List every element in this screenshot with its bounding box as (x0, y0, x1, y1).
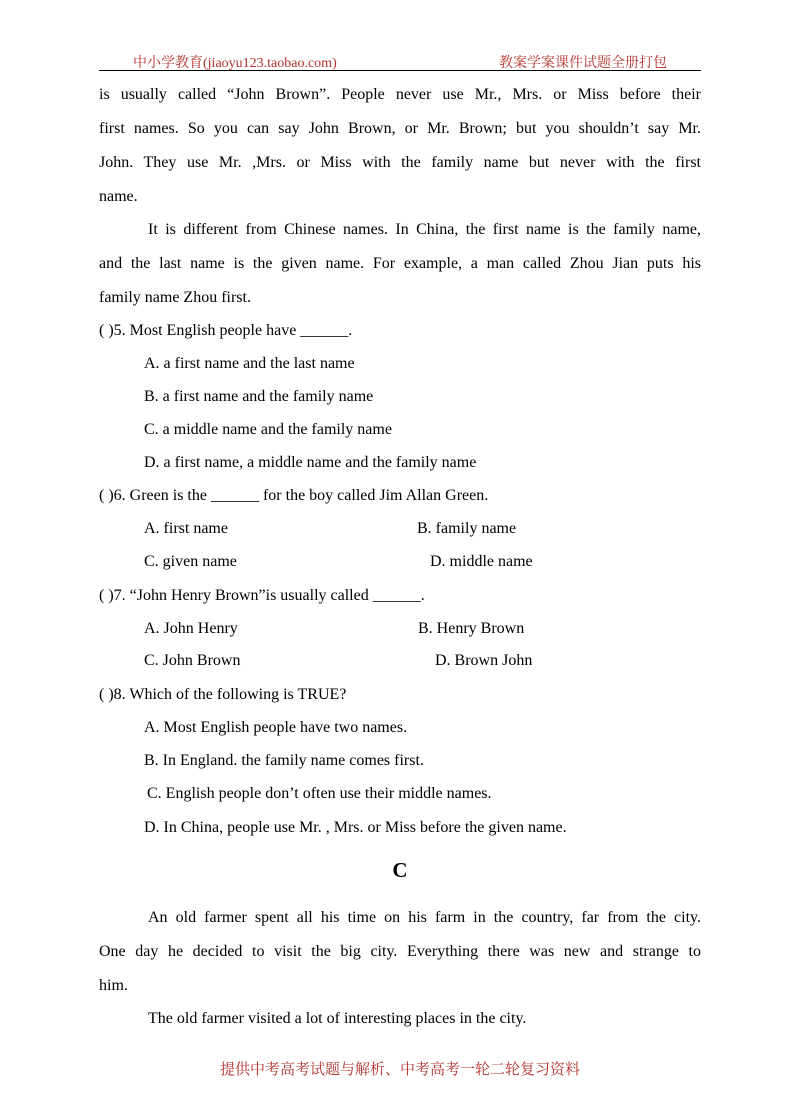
section-c-line: One day he decided to visit the big city. Everything there was new and strange to (99, 943, 701, 960)
page-header (99, 50, 701, 71)
question-8-option-c: C. English people don’t often use their middle names. (147, 785, 492, 802)
passage-line: first names. So you can say John Brown, or Mr. Brown; but you shouldn’t say Mr. (99, 120, 701, 137)
section-c-line: The old farmer visited a lot of interesting places in the city. (148, 1010, 527, 1027)
passage-line: family name Zhou first. (99, 289, 251, 306)
question-5-option-d: D. a first name, a middle name and the family name (144, 454, 477, 471)
section-c-line: An old farmer spent all his time on his farm in the country, far from the city. (148, 909, 701, 926)
question-8-option-a: A. Most English people have two names. (144, 719, 408, 736)
question-6-option-c: C. given name (144, 553, 237, 570)
header-left-text: 中小学教育(jiaoyu123.taobao.com) (133, 56, 337, 71)
question-5-option-b: B. a first name and the family name (144, 388, 374, 405)
section-c-line: him. (99, 977, 128, 994)
passage-line: is usually called “John Brown”. People never use Mr., Mrs. or Miss before their (99, 86, 701, 103)
question-6-option-a: A. first name (144, 520, 228, 537)
question-8-stem: ( )8. Which of the following is TRUE? (99, 686, 347, 703)
passage-line: It is different from Chinese names. In China, the first name is the family name, (148, 221, 701, 238)
question-7-option-a: A. John Henry (144, 620, 238, 637)
question-6-stem: ( )6. Green is the ______ for the boy called Jim Allan Green. (99, 487, 489, 504)
question-7-option-b: B. Henry Brown (418, 620, 525, 637)
passage-line: name. (99, 188, 138, 205)
question-5-stem: ( )5. Most English people have ______. (99, 322, 353, 339)
question-6-option-d: D. middle name (430, 553, 533, 570)
question-6-option-b: B. family name (417, 520, 517, 537)
page-footer: 提供中考高考试题与解析、中考高考一轮二轮复习资料 (219, 1062, 580, 1078)
question-7-option-d: D. Brown John (435, 652, 533, 669)
question-5-option-c: C. a middle name and the family name (144, 421, 392, 438)
question-8-option-d: D. In China, people use Mr. , Mrs. or Miss before the given name. (144, 819, 567, 836)
question-7-stem: ( )7. “John Henry Brown”is usually called ______. (99, 587, 425, 604)
section-c-heading: C (392, 858, 408, 882)
question-8-option-b: B. In England. the family name comes first. (144, 752, 424, 769)
passage-line: and the last name is the given name. For example, a man called Zhou Jian puts his (99, 255, 701, 272)
header-right-text: 教案学案课件试题全册打包 (499, 56, 667, 71)
passage-line: John. They use Mr. ,Mrs. or Miss with the family name but never with the first (99, 154, 701, 171)
question-5-option-a: A. a first name and the last name (144, 355, 355, 372)
question-7-option-c: C. John Brown (144, 652, 241, 669)
